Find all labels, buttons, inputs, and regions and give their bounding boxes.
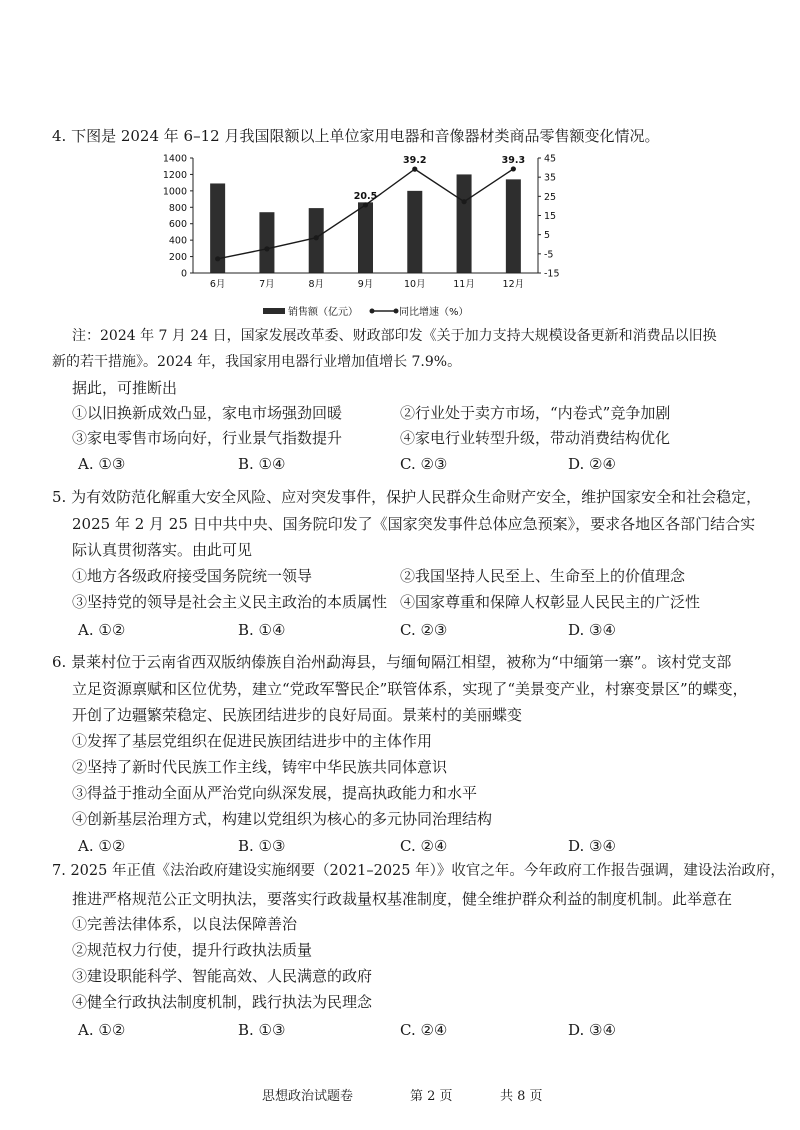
q5-option-c[interactable]: C. ②③ — [400, 621, 448, 639]
q4-note-line1: 注：2024 年 7 月 24 日，国家发展改革委、财政部印发《关于加力支持大规模设备更新和消费品以旧换 — [72, 328, 717, 344]
footer-total: 共 8 页 — [500, 1089, 543, 1104]
chart-right-tick-label: 5 — [544, 230, 551, 242]
q5-statement: ②我国坚持人民至上、生命至上的价值理念 — [400, 567, 686, 585]
chart-right-ticks — [538, 154, 560, 280]
chart-left-tick-label: 600 — [168, 219, 187, 231]
chart-x-labels — [210, 279, 524, 290]
chart-left-tick-label: 1400 — [162, 153, 187, 165]
q6-option-d[interactable]: D. ③④ — [568, 837, 616, 855]
q6-statement: ③得益于推动全面从严治党向纵深发展，提高执政能力和水平 — [72, 784, 478, 802]
chart-bar — [358, 202, 373, 273]
q7-statement: ④健全行政执法制度机制，践行执法为民理念 — [72, 993, 373, 1011]
q4-statement: ③家电零售市场向好，行业景气指数提升 — [72, 429, 343, 447]
q4-option-b[interactable]: B. ①④ — [238, 455, 286, 473]
chart-right-tick-label: -15 — [544, 268, 560, 280]
q6-option-c[interactable]: C. ②④ — [400, 837, 448, 855]
chart-bar — [309, 208, 324, 273]
chart-left-tick-label: 0 — [180, 268, 187, 280]
q5-line1: 5. 为有效防范化解重大安全风险、应对突发事件，保护人民群众生命财产安全，维护国家安全和社会稳定， — [52, 488, 762, 506]
chart-right-tick-label: 35 — [544, 172, 557, 184]
legend-line-label: 同比增速（%） — [399, 307, 469, 318]
q4-statement: ②行业处于卖方市场，“内卷式”竞争加剧 — [400, 404, 671, 422]
q5-statement: ③坚持党的领导是社会主义民主政治的本质属性 — [72, 593, 388, 611]
q5-statement: ④国家尊重和保障人权彰显人民民主的广泛性 — [400, 593, 701, 611]
q7-line2: 推进严格规范公正文明执法，要落实行政裁量权基准制度，健全维护群众利益的制度机制。此举意在 — [72, 890, 733, 908]
q7-statement: ③建设职能科学、智能高效、人民满意的政府 — [72, 967, 373, 985]
q6-line3: 开创了边疆繁荣稳定、民族团结进步的良好局面。景莱村的美丽蝶变 — [72, 706, 523, 724]
chart-right-tick-label: 45 — [544, 153, 557, 165]
chart-line-point — [314, 235, 319, 240]
q4-statement: ①以旧换新成效凸显，家电市场强劲回暖 — [72, 404, 343, 422]
q4-statement: ④家电行业转型升级，带动消费结构优化 — [400, 429, 671, 447]
legend-line-marker — [394, 309, 399, 314]
chart-bar — [457, 174, 472, 273]
q6-statement: ①发挥了基层党组织在促进民族团结进步中的主体作用 — [72, 732, 433, 750]
chart-legend — [263, 305, 469, 318]
legend-bar-swatch — [263, 308, 285, 314]
q7-option-a[interactable]: A. ①② — [78, 1021, 126, 1039]
chart-line-point — [461, 199, 466, 204]
chart-right-tick-label: 15 — [544, 211, 557, 222]
chart-x-tick-label: 11月 — [453, 279, 475, 290]
chart-x-tick-label: 9月 — [357, 279, 374, 290]
chart-line-point — [215, 256, 220, 261]
q6-option-a[interactable]: A. ①② — [78, 837, 126, 855]
chart-x-tick-label: 7月 — [259, 279, 275, 290]
q7-line1: 7. 2025 年正值《法治政府建设实施纲要（2021–2025 年）》收官之年。今年政府工作报告强调，建设法治政府， — [52, 863, 785, 879]
q7-statement: ②规范权力行使，提升行政执法质量 — [72, 941, 313, 959]
q5-line3: 际认真贯彻落实。由此可见 — [72, 541, 253, 559]
q5-option-d[interactable]: D. ③④ — [568, 621, 616, 639]
q7-option-c[interactable]: C. ②④ — [400, 1021, 448, 1039]
q6-statement: ②坚持了新时代民族工作主线，铸牢中华民族共同体意识 — [72, 758, 448, 776]
chart-x-tick-label: 12月 — [502, 279, 525, 290]
q5-line2: 2025 年 2 月 25 日中共中央、国务院印发了《国家突发事件总体应急预案》，要求各地区各部门结合实 — [72, 515, 756, 533]
chart-line-point — [363, 202, 368, 207]
chart-x-tick-label: 6月 — [209, 279, 226, 290]
chart-line-point — [511, 166, 516, 171]
chart-right-tick-label: 25 — [544, 191, 557, 203]
q4-chart — [160, 148, 580, 318]
chart-left-ticks — [163, 154, 193, 280]
footer-page: 第 2 页 — [410, 1089, 453, 1104]
q5-option-b[interactable]: B. ①④ — [238, 621, 286, 639]
q4-lead: 据此，可推断出 — [72, 379, 178, 397]
q6-option-b[interactable]: B. ①③ — [238, 837, 286, 855]
chart-line-point — [412, 167, 417, 172]
q4-option-c[interactable]: C. ②③ — [400, 455, 448, 473]
q6-line1: 6. 景莱村位于云南省西双版纳傣族自治州勐海县，与缅甸隔江相望，被称为“中缅第一寨”。该村党支部 — [52, 653, 732, 671]
chart-left-tick-label: 1000 — [162, 186, 187, 198]
q7-option-b[interactable]: B. ①③ — [238, 1021, 286, 1039]
chart-bars — [210, 174, 521, 273]
q4-option-a[interactable]: A. ①③ — [78, 455, 126, 473]
chart-data-label: 20.5 — [353, 190, 378, 202]
q5-statement: ①地方各级政府接受国务院统一领导 — [72, 567, 313, 585]
chart-data-label: 39.2 — [403, 155, 427, 167]
chart-data-label: 39.3 — [501, 154, 526, 166]
chart-bar — [259, 212, 274, 273]
chart-bar — [506, 179, 521, 273]
q7-statement: ①完善法律体系，以良法保障善治 — [72, 915, 298, 933]
chart-line-point — [264, 246, 269, 251]
chart-left-tick-label: 1200 — [162, 169, 187, 181]
chart-x-tick-label: 8月 — [308, 279, 324, 290]
q7-option-d[interactable]: D. ③④ — [568, 1021, 616, 1039]
q4-note-line2: 新的若干措施》。2024 年，我国家用电器行业增加值增长 7.9%。 — [52, 354, 462, 370]
chart-bar — [407, 191, 422, 273]
chart-right-tick-label: -5 — [544, 249, 554, 261]
q6-line2: 立足资源禀赋和区位优势，建立“党政军警民企”联管体系，实现了“美景变产业，村寨变景区”的蝶变， — [72, 680, 748, 698]
chart-left-tick-label: 200 — [168, 252, 187, 264]
legend-line-marker — [370, 309, 375, 314]
legend-bar-label: 销售额（亿元） — [288, 307, 358, 318]
q6-statement: ④创新基层治理方式，构建以党组织为核心的多元协同治理结构 — [72, 810, 493, 828]
chart-left-tick-label: 400 — [168, 235, 187, 247]
chart-left-tick-label: 800 — [168, 202, 187, 214]
q4-stem: 4. 下图是 2024 年 6–12 月我国限额以上单位家用电器和音像器材类商品零售额变化情况。 — [52, 127, 660, 145]
q4-option-d[interactable]: D. ②④ — [568, 455, 616, 473]
q5-option-a[interactable]: A. ①② — [78, 621, 126, 639]
footer-title: 思想政治试题卷 — [262, 1089, 354, 1104]
chart-x-tick-label: 10月 — [403, 279, 426, 290]
